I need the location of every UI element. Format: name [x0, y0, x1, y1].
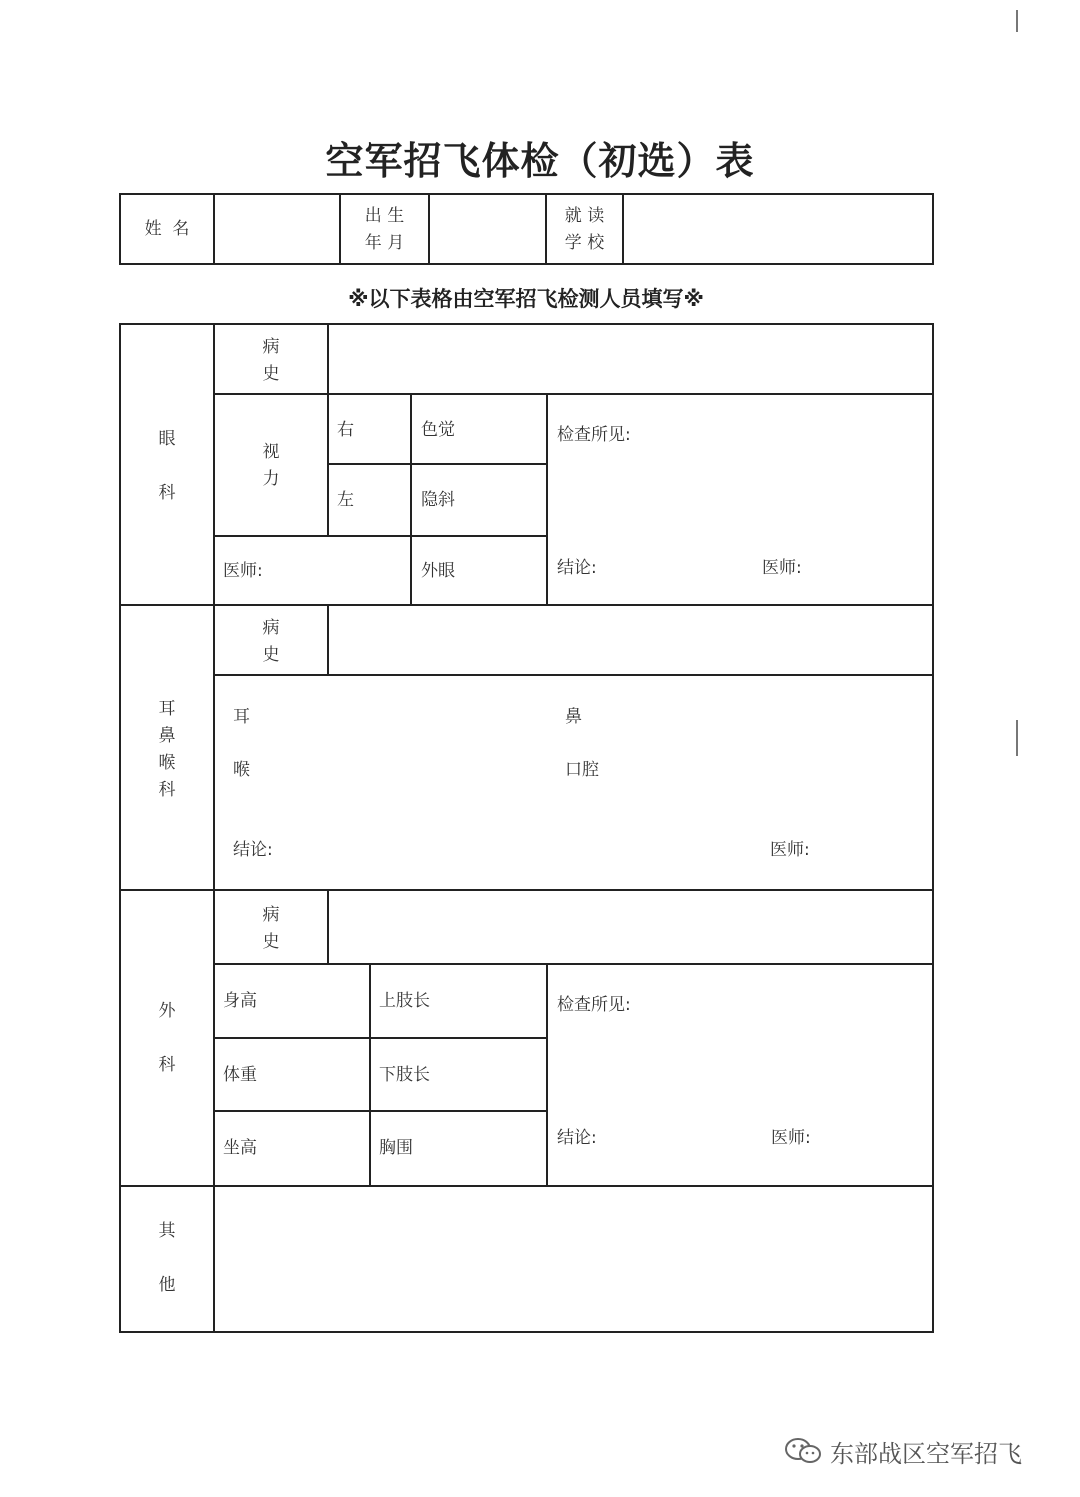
notice-text: ※以下表格由空军招飞检测人员填写※ — [348, 287, 704, 311]
eye-history-label-2: 史 — [262, 364, 280, 384]
surgery-conclusion-label: 结论: — [557, 1128, 597, 1148]
school-field[interactable] — [624, 195, 932, 263]
strabismus-label: 隐斜 — [421, 490, 455, 510]
upper-limb-label: 上肢长 — [379, 991, 430, 1011]
chest-label: 胸围 — [379, 1138, 413, 1158]
sitting-height-label: 坐高 — [223, 1138, 257, 1158]
eye-doctor-label: 医师: — [223, 561, 263, 581]
ent-history-label-2: 史 — [262, 645, 280, 665]
eye-section-label-2: 科 — [158, 483, 176, 503]
form-title: 空军招飞体检（初选）表 — [325, 139, 755, 183]
vision-left-label: 左 — [337, 490, 354, 510]
name-label: 姓 名 — [144, 219, 190, 239]
surgery-section-label-1: 外 — [158, 1001, 176, 1021]
weight-label: 体重 — [223, 1065, 257, 1085]
birth-label-line1: 出 生 — [364, 206, 405, 226]
school-label-line2: 学 校 — [564, 233, 605, 253]
eye-history-field[interactable] — [329, 325, 932, 393]
eye-history-label-1: 病 — [262, 337, 280, 357]
eye-doctor2-label: 医师: — [762, 558, 802, 578]
oral-label: 口腔 — [565, 760, 599, 780]
ent-exam-field[interactable] — [215, 676, 932, 889]
other-section-label-1: 其 — [158, 1221, 176, 1241]
vision-label-2: 力 — [262, 469, 280, 489]
vision-label-1: 视 — [262, 442, 280, 462]
nose-label: 鼻 — [565, 707, 582, 727]
other-field[interactable] — [215, 1187, 932, 1331]
throat-label: 喉 — [233, 760, 250, 780]
external-eye-label: 外眼 — [421, 561, 455, 581]
ent-section-label-3: 喉 — [158, 753, 176, 773]
birth-date-field[interactable] — [430, 195, 545, 263]
eye-conclusion-label: 结论: — [557, 558, 597, 578]
eye-findings-label: 检查所见: — [557, 425, 631, 445]
surgery-history-label-2: 史 — [262, 932, 280, 952]
ent-section-label-2: 鼻 — [158, 726, 176, 746]
surgery-doctor-label: 医师: — [771, 1128, 811, 1148]
ear-label: 耳 — [233, 707, 250, 727]
name-field[interactable] — [215, 195, 339, 263]
eye-findings-field[interactable] — [548, 395, 932, 604]
ent-section-label-4: 科 — [158, 780, 176, 800]
other-section-label-2: 他 — [158, 1275, 176, 1295]
eye-section-label-1: 眼 — [158, 429, 176, 449]
surgery-findings-label: 检查所见: — [557, 995, 631, 1015]
scan-mark-middle — [1016, 720, 1028, 756]
ent-history-field[interactable] — [329, 606, 932, 674]
vision-right-label: 右 — [337, 420, 354, 440]
surgery-section-label-2: 科 — [158, 1055, 176, 1075]
surgery-findings-field[interactable] — [548, 965, 932, 1185]
color-vision-label: 色觉 — [421, 420, 455, 440]
birth-label-line2: 年 月 — [364, 233, 405, 253]
ent-conclusion-label: 结论: — [233, 840, 273, 860]
ent-history-label-1: 病 — [262, 618, 280, 638]
lower-limb-label: 下肢长 — [379, 1065, 430, 1085]
scan-mark-top — [1016, 10, 1028, 32]
wechat-icon — [783, 1436, 825, 1466]
ent-doctor-label: 医师: — [770, 840, 810, 860]
ent-section-label-1: 耳 — [158, 699, 176, 719]
watermark-text: 东部战区空军招飞 — [830, 1440, 1022, 1468]
surgery-history-label-1: 病 — [262, 905, 280, 925]
surgery-history-field[interactable] — [329, 891, 932, 963]
school-label-line1: 就 读 — [564, 206, 605, 226]
height-label: 身高 — [223, 991, 257, 1011]
